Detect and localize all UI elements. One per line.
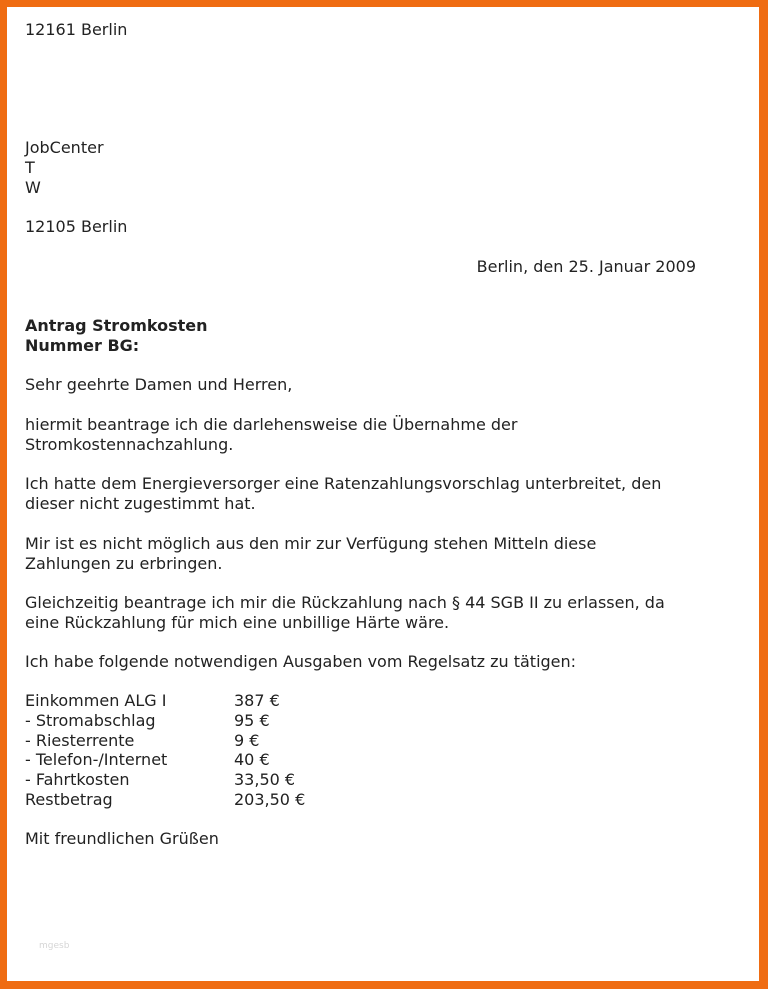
paragraph-line: Stromkostennachzahlung. — [25, 435, 234, 454]
recipient-name: JobCenter — [25, 138, 104, 157]
budget-label: Einkommen ALG I — [25, 691, 167, 710]
budget-row — [25, 770, 295, 790]
recipient-line-t: T — [25, 158, 35, 177]
budget-value: 203,50 € — [234, 790, 306, 809]
subject-reference: Nummer BG: — [25, 336, 140, 355]
budget-label: - Riesterrente — [25, 731, 135, 750]
paragraph-line: Mir ist es nicht möglich aus den mir zur Verfügung stehen Mitteln diese — [25, 534, 597, 553]
budget-value: 40 € — [234, 750, 270, 769]
budget-row — [25, 691, 280, 711]
budget-label: - Fahrtkosten — [25, 770, 130, 789]
budget-value: 387 € — [234, 691, 280, 710]
paragraph-line: Ich habe folgende notwendigen Ausgaben vom Regelsatz zu tätigen: — [25, 652, 577, 671]
paragraph-line: hiermit beantrage ich die darlehensweise die Übernahme der — [25, 415, 518, 434]
paragraph-line: dieser nicht zugestimmt hat. — [25, 494, 256, 513]
paragraph-line: eine Rückzahlung für mich eine unbillige Härte wäre. — [25, 613, 450, 632]
paragraph-line: Gleichzeitig beantrage ich mir die Rückzahlung nach § 44 SGB II zu erlassen, da — [25, 593, 665, 612]
letter-date: Berlin, den 25. Januar 2009 — [476, 257, 696, 276]
paragraph-line: Zahlungen zu erbringen. — [25, 554, 223, 573]
watermark: mgesb — [39, 941, 70, 951]
paragraph-line: Ich hatte dem Energieversorger eine Ratenzahlungsvorschlag unterbreitet, den — [25, 474, 662, 493]
sender-city: 12161 Berlin — [25, 20, 128, 39]
letter-page — [7, 7, 759, 981]
budget-row — [25, 731, 259, 751]
salutation: Sehr geehrte Damen und Herren, — [25, 375, 293, 394]
subject-title: Antrag Stromkosten — [25, 316, 208, 335]
budget-row — [25, 750, 270, 770]
closing: Mit freundlichen Grüßen — [25, 829, 219, 848]
recipient-line-w: W — [25, 178, 41, 197]
budget-label: - Stromabschlag — [25, 711, 156, 730]
budget-row — [25, 711, 270, 731]
budget-value: 95 € — [234, 711, 270, 730]
budget-label: Restbetrag — [25, 790, 113, 809]
recipient-city: 12105 Berlin — [25, 217, 128, 236]
budget-row — [25, 790, 305, 810]
budget-value: 33,50 € — [234, 770, 296, 789]
budget-label: - Telefon-/Internet — [25, 750, 168, 769]
budget-value: 9 € — [234, 731, 260, 750]
